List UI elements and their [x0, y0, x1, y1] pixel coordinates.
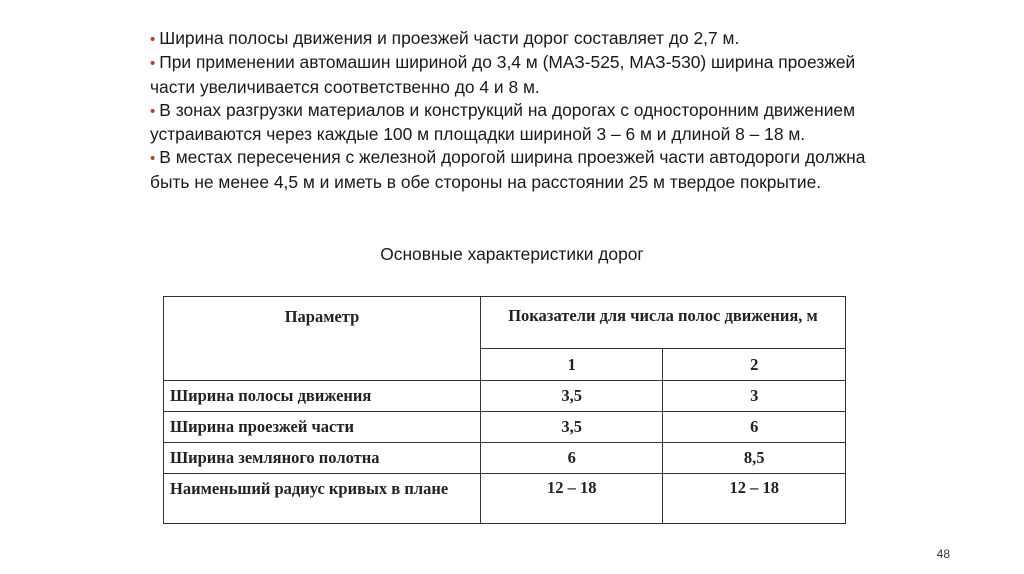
param-name: Ширина проезжей части	[164, 412, 481, 443]
value-2-lanes: 8,5	[663, 443, 846, 474]
bullet-text: В местах пересечения с железной дорогой ширина проезжей части автодороги должна быть не менее 4,5 м и иметь в обе стороны на расстоянии 25 м твердое покрытие.	[150, 147, 866, 192]
value-1-lane: 12 – 18	[481, 474, 663, 524]
value-2-lanes: 3	[663, 381, 846, 412]
bullet-dot-icon: •	[150, 102, 156, 120]
value-2-lanes: 12 – 18	[663, 474, 846, 524]
param-name: Ширина полосы движения	[164, 381, 481, 412]
table-header-row	[164, 297, 846, 349]
bullet-list	[150, 27, 870, 194]
header-parameter: Параметр	[164, 297, 481, 381]
bullet-text: При применении автомашин шириной до 3,4 м (МАЗ-525, МАЗ-530) ширина проезжей части увеличивается соответственно до 4 и 8 м.	[150, 52, 856, 97]
bullet-text: В зонах разгрузки материалов и конструкций на дорогах с односторонним движением устраиваются через каждые 100 м площадки шириной 3 – 6 м и длиной 8 – 18 м.	[150, 99, 856, 145]
bullet-text: Ширина полосы движения и проезжей части дорог составляет до 2,7 м.	[159, 28, 740, 48]
table-caption: Основные характеристики дорог	[380, 244, 644, 264]
bullet-dot-icon: •	[150, 31, 156, 48]
lane-count-2: 2	[663, 349, 846, 381]
bullet-item	[150, 51, 870, 99]
bullet-item	[150, 27, 870, 51]
table-row	[164, 474, 846, 524]
param-name: Ширина земляного полотна	[164, 443, 481, 474]
value-1-lane: 6	[481, 443, 663, 474]
table-row	[164, 412, 846, 443]
table-row	[164, 381, 846, 412]
bullet-dot-icon: •	[150, 55, 156, 73]
value-1-lane: 3,5	[481, 381, 663, 412]
param-name: Наименьший радиус кривых в плане	[164, 474, 481, 524]
header-values: Показатели для числа полос движения, м	[481, 297, 846, 349]
value-1-lane: 3,5	[481, 412, 663, 443]
bullet-item	[150, 99, 870, 147]
value-2-lanes: 6	[663, 412, 846, 443]
bullet-item	[150, 146, 870, 194]
bullet-dot-icon: •	[150, 150, 156, 168]
page-number: 48	[936, 547, 950, 561]
table-row	[164, 443, 846, 474]
road-parameters-table	[163, 296, 846, 524]
lane-count-1: 1	[481, 349, 663, 381]
